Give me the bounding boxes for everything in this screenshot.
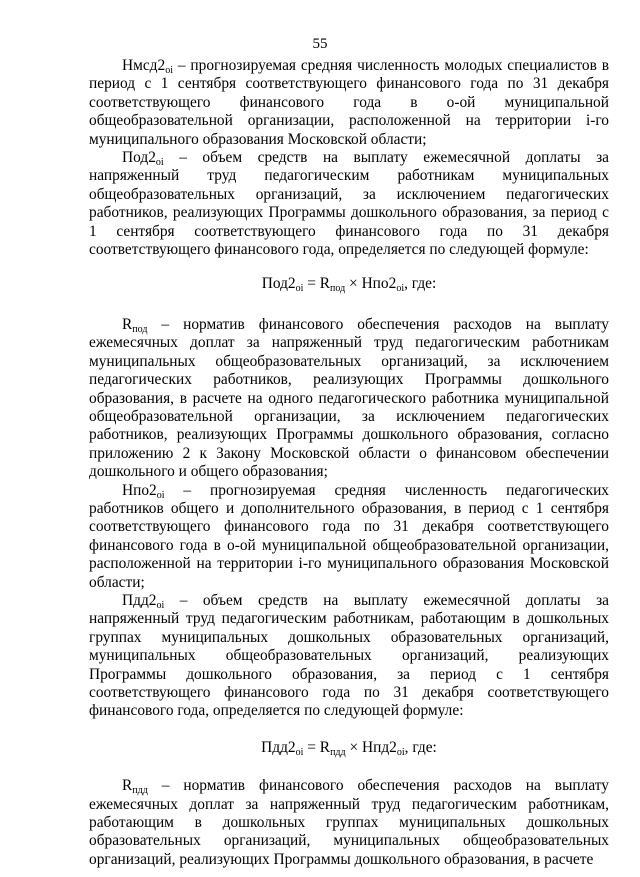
- definition-text: – норматив финансового обеспечения расходов на выплату ежемесячных доплат за напряженный труд педагогическим работникам, работающим в дошкольных группах муниципальных дошкольных образовательных организаций, муниципальных общеобразовательных организаций, реализующих Программы дошкольного образования, в расчете: [89, 777, 609, 868]
- formula-tail: , где:: [404, 738, 437, 756]
- symbol: Нпо2: [122, 481, 157, 499]
- formula-lhs-subscript: oi: [295, 283, 304, 295]
- paragraph-npo2-definition: [89, 482, 609, 592]
- definition-text: – прогнозируемая средняя численность педагогических работников общего и дополнительного образования, в период с 1 сентября соответствующего финансового года по 31 декабря соответствующего финансового года в о-ой муниципальной общеобразовательной организации, расположенной на территории i-го муниципального образования Московской области;: [89, 481, 609, 591]
- formula-r-subscript: пдд: [330, 746, 346, 758]
- definition-text: – объем средств на выплату ежемесячной доплаты за напряженный труд педагогическим работникам, работающим в дошкольных группах муниципальных дошкольных образовательных организаций, муниципальных общеобразовательных организаций, реализующих Программы дошкольного образования, за период с 1 сентября соответствующего финансового года по 31 декабря соответствующего финансового года, определяется по следующей формуле:: [89, 591, 609, 720]
- symbol-subscript: пдд: [132, 785, 148, 797]
- symbol-subscript: oi: [155, 157, 164, 169]
- page-number: 55: [312, 36, 328, 52]
- formula-pod2: [89, 275, 609, 293]
- symbol-subscript: под: [132, 323, 148, 335]
- definition-text: – норматив финансового обеспечения расходов на выплату ежемесячных доплат за напряженный труд педагогическим работникам муниципальных общеобразовательных организаций, за исключением педагогических работников, реализующих Программы дошкольного образования, в расчете на одного педагогического работника муниципальной общеобразовательной организации, за исключением педагогических работников, реализующих Программы дошкольного образования, согласно приложению 2 к Закону Московской области о финансовом обеспечении дошкольного и общего образования;: [89, 315, 609, 481]
- formula-equals-r: = R: [303, 275, 331, 293]
- symbol-subscript: oi: [165, 65, 173, 76]
- symbol-subscript: oi: [156, 599, 165, 611]
- formula-multiplier-subscript: oi: [396, 746, 405, 758]
- document-body: [89, 57, 609, 869]
- formula-lhs: Пдд2: [261, 738, 296, 756]
- definition-text: – прогнозируемая средняя численность молодых специалистов в период с 1 сентября соответствующего финансового года по 31 декабря соответствующего финансового года в о-ой муниципальной общеобразовательной организации, расположенной на территории i-го муниципального образования Московской области;: [89, 57, 609, 148]
- formula-multiplier-subscript: oi: [396, 283, 405, 295]
- symbol-subscript: oi: [156, 489, 165, 501]
- formula-tail: , где:: [404, 275, 437, 293]
- formula-equals-r: = R: [303, 738, 331, 756]
- symbol: R: [122, 777, 133, 795]
- formula-r-subscript: под: [330, 283, 346, 295]
- paragraph-pdd2-definition: [89, 592, 609, 721]
- paragraph-r-pdd-definition: [89, 777, 609, 869]
- formula-lhs: Под2: [261, 275, 296, 293]
- symbol: Под2: [122, 149, 156, 167]
- paragraph-nmsd2-definition: [89, 57, 609, 149]
- formula-multiplier: × Нпд2: [345, 738, 397, 756]
- paragraph-pod2-definition: [89, 149, 609, 259]
- definition-text: – объем средств на выплату ежемесячной доплаты за напряженный труд педагогическим работникам муниципальных общеобразовательных организаций, за исключением педагогических работников, реализующих Программы дошкольного образования, за период с 1 сентября соответствующего финансового года по 31 декабря соответствующего финансового года, определяется по следующей формуле:: [89, 149, 609, 259]
- formula-pdd2: [89, 739, 609, 757]
- symbol: Пдд2: [122, 591, 157, 609]
- formula-multiplier: × Нпо2: [345, 275, 397, 293]
- formula-lhs-subscript: oi: [295, 746, 304, 758]
- symbol: Нмсд2: [122, 57, 166, 74]
- paragraph-r-pod-definition: [89, 316, 609, 482]
- symbol: R: [122, 315, 133, 333]
